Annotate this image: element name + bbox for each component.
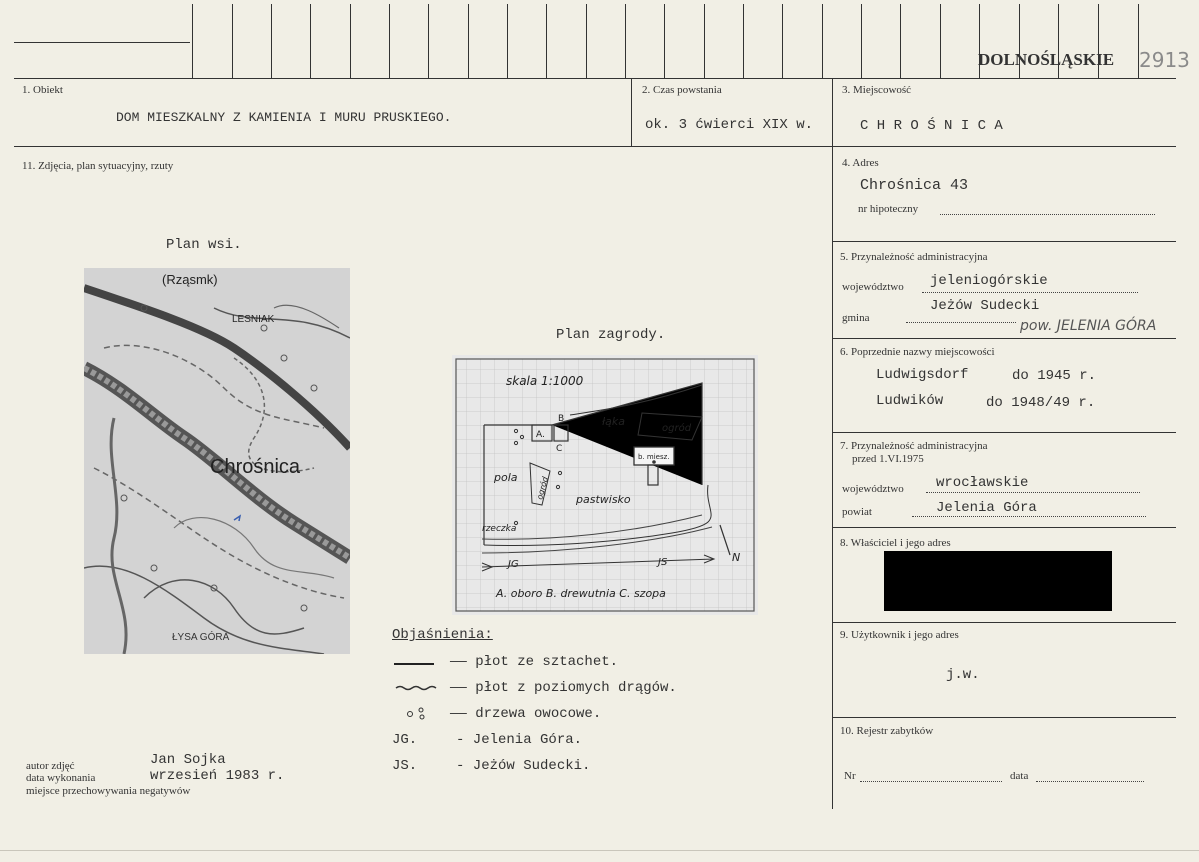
date-value: wrzesień 1983 r. bbox=[150, 768, 285, 784]
user-label: 9. Użytkownik i jego adres bbox=[840, 629, 959, 641]
object-value: DOM MIESZKALNY Z KAMIENIA I MURU PRUSKIEGO. bbox=[116, 110, 452, 125]
index-tick bbox=[310, 4, 311, 78]
farm-label-legend: A. oboro B. drewutnia C. szopa bbox=[496, 587, 666, 600]
map-label-top: (Rząsmk) bbox=[162, 272, 218, 287]
voivodeship-label: województwo bbox=[842, 281, 904, 293]
owner-label: 8. Właściciel i jego adres bbox=[840, 537, 951, 549]
legend-item-3: —— drzewa owocowe. bbox=[450, 706, 602, 722]
locality-label: 3. Miejscowość bbox=[842, 84, 912, 96]
registry-nr-dotted-line bbox=[860, 781, 1002, 782]
farm-label-ogrod1: ogród bbox=[662, 423, 692, 434]
index-tick bbox=[861, 4, 862, 78]
powiat-1975-value: Jelenia Góra bbox=[936, 500, 1037, 516]
voivodeship-1975-dotted-line bbox=[926, 492, 1140, 493]
index-tick bbox=[389, 4, 390, 78]
registry-date-label: data bbox=[1010, 770, 1029, 782]
index-tick bbox=[271, 4, 272, 78]
powiat-1975-dotted-line bbox=[912, 516, 1146, 517]
date-label: data wykonania bbox=[26, 772, 96, 784]
farm-label-pastwisko: pastwisko bbox=[576, 493, 631, 506]
index-tick bbox=[586, 4, 587, 78]
locality-value: C H R O Ś N I C A bbox=[860, 118, 1003, 134]
bottom-edge bbox=[0, 850, 1199, 851]
rule-7 bbox=[832, 527, 1176, 528]
registry-date-dotted-line bbox=[1036, 781, 1144, 782]
map-label-lesniak: LESNIAK bbox=[232, 314, 275, 325]
rule-8 bbox=[832, 622, 1176, 623]
index-tick bbox=[664, 4, 665, 78]
farm-label-ogrod2: ogród bbox=[535, 475, 550, 501]
mortgage-dotted-line bbox=[940, 214, 1155, 215]
card-number: 2913 bbox=[1139, 48, 1190, 72]
farm-label-a: A. bbox=[536, 430, 545, 440]
gmina-value: Jeżów Sudecki bbox=[930, 298, 1040, 314]
farm-label-c: C bbox=[556, 444, 563, 454]
index-tick bbox=[468, 4, 469, 78]
registry-label: 10. Rejestr zabytków bbox=[840, 725, 934, 737]
row-rule-2 bbox=[14, 146, 1176, 147]
mortgage-label: nr hipoteczny bbox=[858, 203, 919, 215]
farm-label-rzeczka: rzeczka bbox=[482, 524, 517, 534]
admin-1975-label2: przed 1.VI.1975 bbox=[852, 453, 924, 465]
gmina-dotted-line bbox=[906, 322, 1016, 323]
header-rule bbox=[14, 42, 190, 43]
index-tick bbox=[782, 4, 783, 78]
legend-item-1: —— płot ze sztachet. bbox=[450, 654, 619, 670]
farm-label-house: b. miesz. bbox=[638, 453, 670, 461]
map-label-village: Chrośnica bbox=[210, 456, 301, 478]
col-rule-1 bbox=[631, 78, 632, 146]
farm-label-b: B bbox=[558, 414, 565, 424]
former-name-2: Ludwików bbox=[876, 393, 944, 409]
legend-item-4: - Jelenia Góra. bbox=[456, 732, 583, 748]
legend-item-2: —— płot z poziomych drągów. bbox=[450, 680, 677, 696]
address-value: Chrośnica 43 bbox=[860, 177, 969, 194]
index-tick bbox=[940, 4, 941, 78]
voivodeship-1975-value: wrocławskie bbox=[936, 475, 1029, 491]
admin-label: 5. Przynależność administracyjna bbox=[840, 251, 988, 263]
voivodeship-value: jeleniogórskie bbox=[930, 273, 1048, 289]
former-name-1: Ludwigsdorf bbox=[876, 367, 969, 383]
village-plan-title: Plan wsi. bbox=[166, 237, 242, 253]
farm-label-pola: pola bbox=[494, 471, 518, 484]
rule-5 bbox=[832, 338, 1176, 339]
legend-item-5: - Jeżów Sudecki. bbox=[456, 758, 591, 774]
index-tick bbox=[507, 4, 508, 78]
former-name-1-until: do 1945 r. bbox=[1012, 368, 1097, 384]
farm-label-laka: łąka bbox=[602, 415, 626, 428]
storage-label: miejsce przechowywania negatywów bbox=[26, 785, 191, 797]
index-tick bbox=[232, 4, 233, 78]
farm-label-js: JS bbox=[658, 557, 668, 568]
period-label: 2. Czas powstania bbox=[642, 84, 722, 96]
photo-author-label: autor zdjęć bbox=[26, 760, 75, 772]
owner-redaction bbox=[884, 551, 1112, 611]
row-rule-1 bbox=[14, 78, 1176, 79]
legend-title: Objaśnienia: bbox=[392, 627, 493, 643]
powiat-1975-label: powiat bbox=[842, 506, 872, 518]
village-map-drawing bbox=[84, 268, 350, 654]
index-tick bbox=[704, 4, 705, 78]
former-name-2-until: do 1948/49 r. bbox=[986, 395, 1096, 411]
index-tick bbox=[192, 4, 193, 78]
index-tick bbox=[625, 4, 626, 78]
object-label: 1. Obiekt bbox=[22, 84, 63, 96]
legend-symbol-5: JS. bbox=[392, 758, 418, 774]
period-value: ok. 3 ćwierci XIX w. bbox=[645, 117, 814, 133]
index-tick bbox=[428, 4, 429, 78]
registry-nr-label: Nr bbox=[844, 770, 856, 782]
index-tick bbox=[546, 4, 547, 78]
index-tick bbox=[350, 4, 351, 78]
user-value: j.w. bbox=[946, 667, 980, 683]
photo-author-value: Jan Sojka bbox=[150, 752, 226, 768]
farm-plan-photo bbox=[452, 355, 758, 615]
farm-label-jg: JG bbox=[508, 559, 519, 570]
index-tick bbox=[900, 4, 901, 78]
map-label-lysa: ŁYSA GÓRA bbox=[172, 632, 230, 643]
former-names-label: 6. Poprzednie nazwy miejscowości bbox=[840, 346, 995, 358]
farm-label-n: N bbox=[732, 551, 741, 564]
rule-9 bbox=[832, 717, 1176, 718]
farm-label-scale: skala 1:1000 bbox=[506, 374, 584, 388]
powiat-handwritten-note: pow. JELENIA GÓRA bbox=[1020, 318, 1157, 334]
voivodeship-dotted-line bbox=[922, 292, 1138, 293]
region-title: DOLNOŚLĄSKIE bbox=[978, 50, 1115, 69]
photos-label: 11. Zdjęcia, plan sytuacyjny, rzuty bbox=[22, 160, 174, 172]
index-tick bbox=[822, 4, 823, 78]
address-label: 4. Adres bbox=[842, 157, 879, 169]
farm-plan-title: Plan zagrody. bbox=[556, 327, 666, 343]
village-map-photo bbox=[84, 268, 350, 654]
voivodeship-1975-label: województwo bbox=[842, 483, 904, 495]
rule-4 bbox=[832, 241, 1176, 242]
index-tick bbox=[743, 4, 744, 78]
gmina-label: gmina bbox=[842, 312, 870, 324]
legend-symbol-4: JG. bbox=[392, 732, 418, 748]
rule-6 bbox=[832, 432, 1176, 433]
admin-1975-label: 7. Przynależność administracyjna bbox=[840, 440, 988, 452]
farm-plan-drawing bbox=[452, 355, 758, 615]
col-rule-right bbox=[832, 78, 833, 809]
